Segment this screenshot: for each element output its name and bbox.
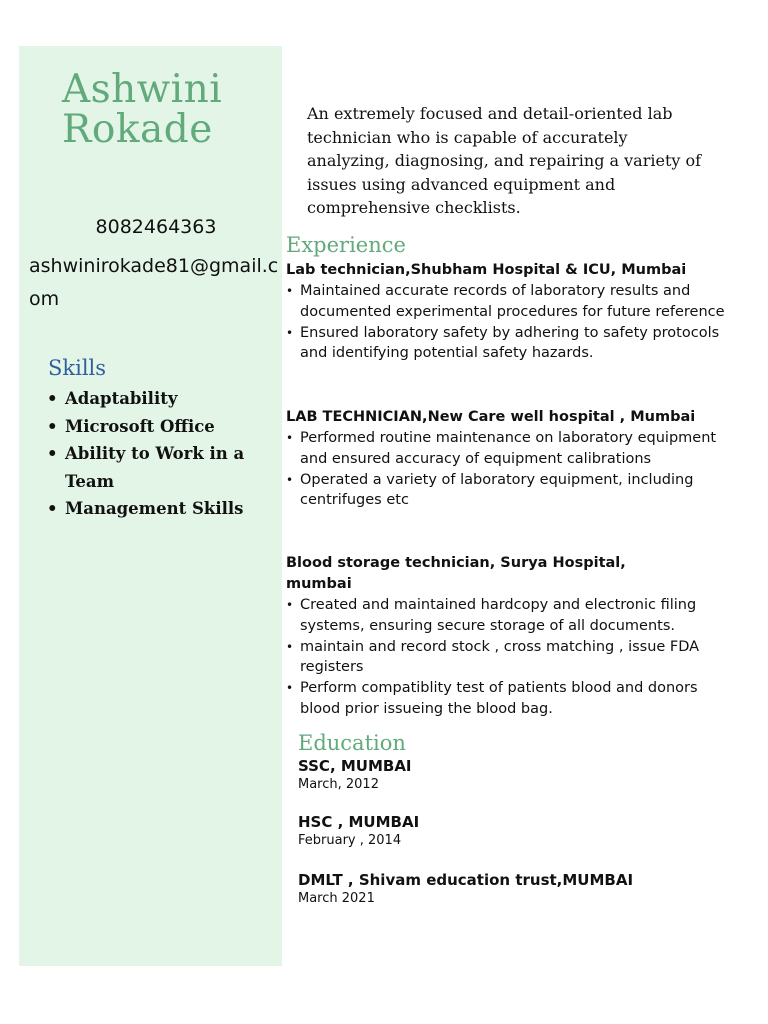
education-entry <box>298 813 718 849</box>
skill-item: • Management Skills <box>46 495 276 523</box>
education-title: HSC , MUMBAI <box>298 813 420 831</box>
phone-number: 8082464363 <box>95 216 217 238</box>
job-bullets <box>286 428 741 511</box>
job-entry <box>286 553 700 720</box>
education-date: March, 2012 <box>298 777 379 792</box>
job-entry <box>286 407 741 511</box>
email-address: ashwinirokade81@gmail.com <box>29 255 279 310</box>
job-bullet: • Ensured laboratory safety by adhering to safety protocols and identifying potential safety hazards. <box>286 323 741 365</box>
experience-heading: Experience <box>286 233 406 257</box>
job-title: Lab technician,Shubham Hospital & ICU, Mumbai <box>286 262 687 278</box>
job-bullet: • maintain and record stock , cross matching , issue FDA registers <box>286 637 741 679</box>
job-bullet: • Maintained accurate records of laboratory results and documented experimental procedures for future reference <box>286 281 741 323</box>
professional-summary: An extremely focused and detail-oriented lab technician who is capable of accurately analyzing, diagnosing, and repairing a variety of issues using advanced equipment and comprehensive checklists. <box>307 104 702 217</box>
skill-item: • Adaptability <box>46 385 276 413</box>
job-bullet: • Created and maintained hardcopy and electronic filing systems, ensuring secure storage of all documents. <box>286 595 741 637</box>
job-title: Blood storage technician, Surya Hospital, mumbai <box>286 555 626 592</box>
education-heading: Education <box>298 731 406 755</box>
education-entry <box>298 757 718 793</box>
job-bullet: • Performed routine maintenance on laboratory equipment and ensured accuracy of equipment calibrations <box>286 428 741 470</box>
job-entry <box>286 260 741 364</box>
job-bullets <box>286 281 741 364</box>
skills-list <box>46 385 276 523</box>
education-title: DMLT , Shivam education trust,MUMBAI <box>298 871 634 889</box>
education-date: February , 2014 <box>298 833 402 848</box>
skill-item: • Microsoft Office <box>46 413 276 441</box>
job-bullets <box>286 595 741 720</box>
job-bullet: • Operated a variety of laboratory equipment, including centrifuges etc <box>286 470 741 512</box>
job-title: LAB TECHNICIAN,New Care well hospital , Mumbai <box>286 409 696 425</box>
candidate-name: Ashwini Rokade <box>62 67 223 152</box>
education-entry <box>298 871 718 907</box>
skills-heading: Skills <box>48 356 107 380</box>
education-title: SSC, MUMBAI <box>298 757 412 775</box>
job-bullet: • Perform compatiblity test of patients blood and donors blood prior issueing the blood bag. <box>286 678 741 720</box>
skill-item: • Ability to Work in a Team <box>46 440 276 495</box>
education-date: March 2021 <box>298 891 375 906</box>
